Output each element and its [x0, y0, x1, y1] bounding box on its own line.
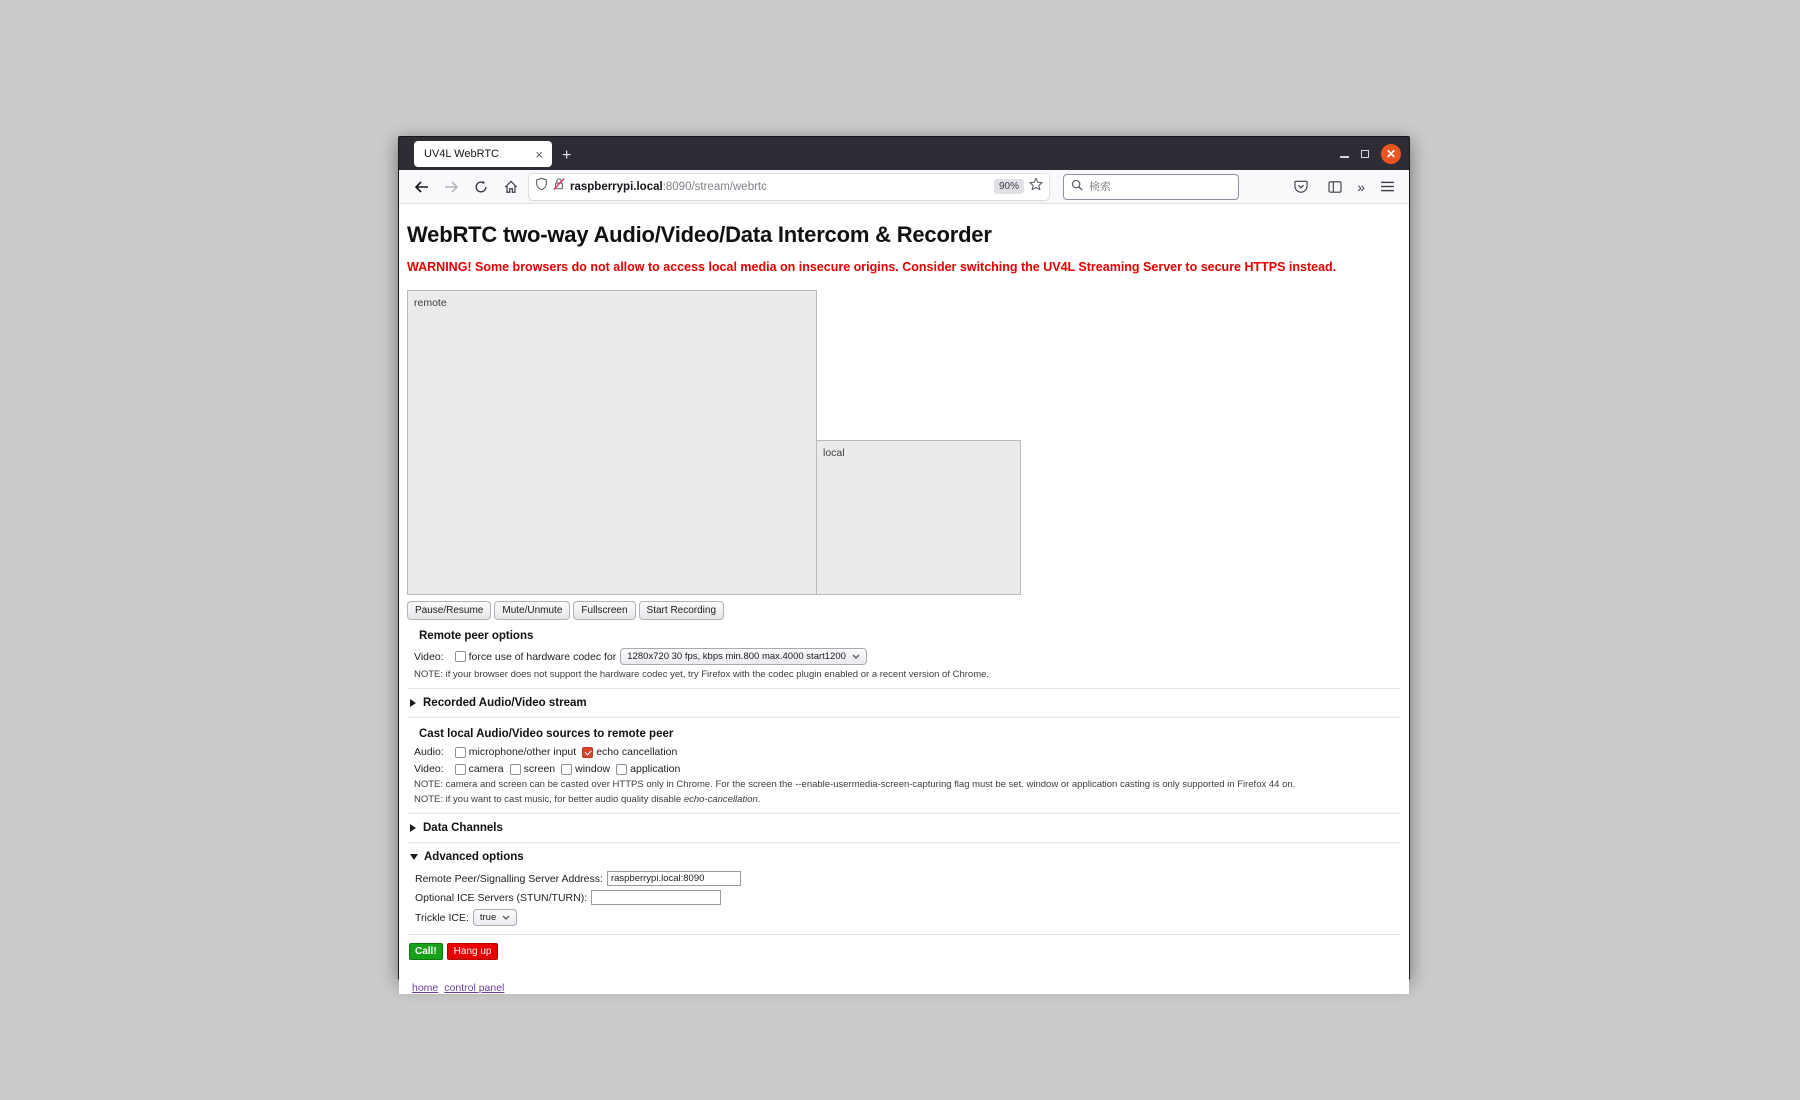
trickle-ice-value: true	[479, 912, 497, 923]
search-icon	[1071, 178, 1083, 196]
server-address-input[interactable]	[607, 871, 741, 886]
advanced-options-heading: Advanced options	[424, 851, 524, 863]
video-row-label: Video:	[414, 650, 444, 663]
echo-cancellation-checkbox[interactable]	[582, 747, 593, 758]
cast-video-row	[414, 763, 1401, 775]
data-channels-heading: Data Channels	[423, 822, 503, 834]
data-channels-summary[interactable]	[410, 822, 1401, 834]
window-label: window	[575, 763, 611, 775]
ice-servers-label: Optional ICE Servers (STUN/TURN):	[415, 891, 588, 904]
tracking-shield-icon[interactable]	[535, 177, 548, 196]
window-controls	[1340, 137, 1401, 170]
hamburger-menu-icon[interactable]	[1375, 175, 1399, 199]
microphone-label: microphone/other input	[468, 746, 577, 758]
home-icon[interactable]	[499, 175, 523, 199]
footer-links	[412, 982, 1401, 994]
new-tab-button[interactable]: +	[562, 147, 572, 164]
expanded-triangle-icon	[410, 854, 418, 860]
divider	[407, 842, 1401, 843]
start-recording-button[interactable]: Start Recording	[639, 601, 724, 620]
hardware-codec-label: force use of hardware codec for	[468, 650, 617, 663]
fullscreen-button[interactable]: Fullscreen	[573, 601, 635, 620]
ice-servers-row	[415, 890, 1401, 905]
hardware-codec-checkbox[interactable]	[455, 651, 466, 662]
collapsed-triangle-icon	[410, 824, 416, 832]
camera-checkbox[interactable]	[455, 764, 466, 775]
minimize-button[interactable]	[1340, 156, 1349, 158]
chevron-down-icon	[852, 654, 860, 659]
screen-checkbox[interactable]	[510, 764, 521, 775]
application-checkbox[interactable]	[616, 764, 627, 775]
divider	[407, 813, 1401, 814]
advanced-options-summary[interactable]	[410, 851, 1401, 863]
local-video[interactable]	[816, 440, 1021, 595]
zoom-level-badge[interactable]: 90%	[994, 179, 1024, 194]
mute-unmute-button[interactable]: Mute/Unmute	[494, 601, 570, 620]
local-video-label: local	[823, 447, 845, 459]
call-controls	[409, 943, 1401, 960]
browser-window	[398, 136, 1410, 994]
divider	[407, 717, 1401, 718]
call-button[interactable]: Call!	[409, 943, 443, 960]
tab-close-icon[interactable]: ×	[535, 146, 543, 162]
insecure-lock-icon[interactable]	[553, 177, 565, 196]
recorded-stream-summary[interactable]	[410, 697, 1401, 709]
back-icon[interactable]	[409, 175, 433, 199]
reload-icon[interactable]	[469, 175, 493, 199]
trickle-ice-label: Trickle ICE:	[415, 911, 469, 924]
audio-row-label: Audio:	[414, 746, 444, 758]
remote-peer-options-heading: Remote peer options	[419, 630, 534, 642]
url-text: raspberrypi.local:8090/stream/webrtc	[570, 180, 767, 193]
chevron-down-icon	[502, 915, 510, 920]
codec-select[interactable]	[620, 648, 867, 665]
navigation-bar	[399, 170, 1409, 204]
pocket-icon[interactable]	[1289, 175, 1313, 199]
tab-bar	[399, 137, 1409, 170]
hardware-codec-row	[414, 648, 1401, 665]
window-checkbox[interactable]	[561, 764, 572, 775]
remote-video-label: remote	[414, 297, 447, 309]
microphone-checkbox[interactable]	[455, 747, 466, 758]
maximize-button[interactable]	[1361, 150, 1369, 158]
application-label: application	[630, 763, 681, 775]
page-content	[399, 204, 1409, 994]
remote-video[interactable]	[407, 290, 817, 595]
overflow-menu-icon[interactable]: »	[1357, 178, 1365, 195]
camera-label: camera	[468, 763, 504, 775]
sidebar-icon[interactable]	[1323, 175, 1347, 199]
tab-uv4l-webrtc[interactable]	[414, 141, 552, 167]
close-button[interactable]: ✕	[1381, 144, 1401, 164]
collapsed-triangle-icon	[410, 699, 416, 707]
server-address-row	[415, 871, 1401, 886]
home-link[interactable]: home	[412, 982, 439, 994]
divider	[407, 934, 1401, 935]
tab-title: UV4L WebRTC	[424, 148, 499, 160]
search-box[interactable]	[1063, 174, 1239, 200]
trickle-ice-select[interactable]	[473, 909, 517, 926]
bookmark-star-icon[interactable]	[1029, 177, 1043, 196]
search-input[interactable]	[1089, 181, 1209, 193]
video-area	[407, 290, 1401, 595]
codec-note: NOTE: if your browser does not support the hardware codec yet, try Firefox with the codec plugin enabled or a recent version of Chrome.	[414, 669, 990, 680]
navbar-right-icons	[1289, 175, 1399, 199]
video-row-label: Video:	[414, 763, 444, 775]
cast-note-2: NOTE: if you want to cast music, for better audio quality disable echo-cancellation.	[414, 794, 761, 805]
cast-audio-row	[414, 746, 1401, 758]
trickle-ice-row	[415, 909, 1401, 926]
cast-note-1: NOTE: camera and screen can be casted over HTTPS only in Chrome. For the screen the --enable-usermedia-screen-capturing flag must be set. window or application casting is only supported in Firefox 44 on.	[414, 779, 1296, 790]
hang-up-button[interactable]: Hang up	[447, 943, 499, 960]
recorded-stream-heading: Recorded Audio/Video stream	[423, 697, 587, 709]
url-bar[interactable]	[529, 174, 1049, 200]
server-address-label: Remote Peer/Signalling Server Address:	[415, 872, 603, 885]
screen-label: screen	[523, 763, 556, 775]
pause-resume-button[interactable]: Pause/Resume	[407, 601, 491, 620]
codec-select-value: 1280x720 30 fps, kbps min.800 max.4000 start1200	[627, 651, 846, 662]
forward-icon	[439, 175, 463, 199]
control-panel-link[interactable]: control panel	[444, 982, 505, 994]
cast-sources-heading: Cast local Audio/Video sources to remote peer	[419, 728, 674, 740]
echo-cancellation-label: echo cancellation	[596, 746, 678, 758]
divider	[407, 688, 1401, 689]
insecure-origin-warning: WARNING! Some browsers do not allow to access local media on insecure origins. Consider switching the UV4L Streaming Server to secure HTTPS instead.	[407, 260, 1337, 274]
playback-controls	[407, 601, 1401, 620]
ice-servers-input[interactable]	[591, 890, 721, 905]
echo-cancellation-italic: echo-cancellation	[683, 794, 758, 805]
page-title: WebRTC two-way Audio/Video/Data Intercom & Recorder	[407, 222, 992, 247]
